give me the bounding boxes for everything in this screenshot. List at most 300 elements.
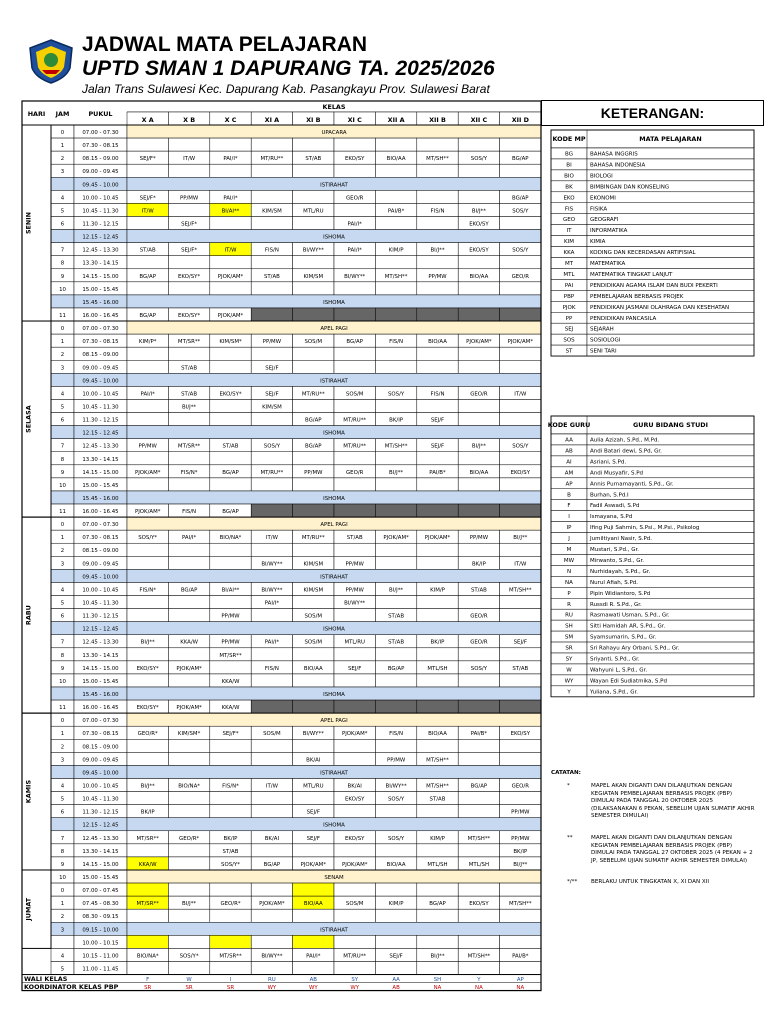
schedule-cell	[375, 360, 416, 373]
subject-code: SOS/Y	[512, 247, 529, 254]
note-marker: */**	[567, 879, 578, 886]
break-label: ISHOMA	[323, 299, 345, 306]
schedule-cell	[210, 256, 251, 269]
schedule-cell	[500, 883, 541, 896]
subject-code: ST/AB	[222, 443, 239, 450]
schedule-cell	[375, 164, 416, 177]
jam-number: 7	[60, 639, 65, 646]
subject-code: MT/SH**	[467, 953, 491, 960]
schedule-cell	[168, 961, 209, 974]
schedule-cell	[210, 661, 251, 674]
jam-number: 0	[60, 326, 65, 333]
schedule-cell	[417, 556, 458, 569]
schedule-cell	[251, 844, 292, 857]
subject-code: KIM/P	[388, 247, 404, 254]
teacher-legend-name: Asriani, S.Pd.	[590, 459, 627, 466]
subject-code: BIO/AA	[303, 901, 323, 908]
subject-code: BIO/AA	[303, 665, 323, 672]
subject-code: PAI/B*	[512, 953, 529, 960]
subject-code: SEJ/F	[430, 443, 445, 450]
schedule-cell	[293, 347, 334, 360]
time-range: 14.15 - 15.00	[82, 469, 119, 476]
schedule-cell	[127, 648, 168, 661]
subject-code: BIO/AA	[428, 731, 447, 738]
subject-code: MTL/RU	[303, 208, 324, 215]
schedule-cell	[375, 138, 416, 151]
day-label: JUMAT	[24, 897, 33, 921]
schedule-cell	[293, 844, 334, 857]
schedule-cell	[500, 399, 541, 412]
subject-legend-name-cell	[587, 236, 754, 247]
subject-code: PJOK/AM*	[466, 339, 492, 346]
time-range: 13.30 - 14.15	[82, 652, 119, 659]
subject-code: PJOK/AM*	[300, 861, 327, 868]
break-label: ISHOMA	[323, 822, 345, 829]
subject-code: KIM/SM	[303, 587, 324, 594]
schedule-cell	[458, 739, 499, 752]
subject-code: KIM/SM*	[177, 731, 201, 738]
teacher-legend-code: I	[568, 514, 570, 521]
schedule-cell	[500, 282, 541, 295]
koordinator-code: AB	[392, 985, 400, 992]
schedule-cell	[458, 190, 499, 203]
jam-cell	[51, 491, 74, 504]
time-range: 10.00 - 10.45	[82, 587, 119, 594]
subject-code: BI/AI**	[221, 208, 240, 215]
schedule-cell	[458, 648, 499, 661]
subject-code: BI/J**	[513, 535, 528, 542]
subject-code: BI/J**	[513, 861, 528, 868]
schedule-cell	[127, 596, 168, 609]
subject-legend-code: PP	[565, 315, 573, 322]
subject-code: SOS/M	[345, 391, 364, 398]
subject-code: PP/MW	[469, 535, 489, 542]
subject-code: FIS/N*	[180, 469, 198, 476]
subject-code: MT/SH**	[508, 587, 532, 594]
jam-number: 0	[60, 718, 65, 725]
subject-code: BI/WY**	[261, 561, 283, 568]
class-header: X A	[141, 116, 154, 124]
schedule-cell	[458, 413, 499, 426]
subject-code: BI/WY**	[344, 600, 366, 607]
subject-code: SEJ/F	[306, 809, 320, 816]
subject-code: SEJ/F	[265, 391, 279, 398]
subject-code: PAI/B*	[387, 208, 405, 215]
schedule-cell	[210, 909, 251, 922]
schedule-cell	[375, 478, 416, 491]
subject-code: BI/J**	[140, 783, 155, 790]
teacher-legend-code: F	[567, 503, 571, 510]
jam-cell	[51, 373, 74, 386]
subject-code: GEO/R	[470, 613, 488, 620]
schedule-cell	[168, 413, 209, 426]
schedule-cell	[210, 596, 251, 609]
break-label: ISHOMA	[323, 234, 345, 241]
jam-number: 5	[60, 208, 65, 215]
schedule-cell	[458, 347, 499, 360]
subject-code: SOS/Y*	[138, 535, 158, 542]
teacher-legend-name: Sitti Hamidah AR, S.Pd., Gr.	[590, 623, 666, 630]
schedule-cell	[334, 883, 375, 896]
schedule-cell	[458, 844, 499, 857]
schedule-cell	[500, 961, 541, 974]
schedule-cell	[127, 138, 168, 151]
wali-kelas-code: F	[146, 977, 150, 984]
note-text: MAPEL AKAN DIGANTI DAN DILANJUTKAN DENGAN KEGIATAN PEMBELAJARAN BERBASIS PROJEK (PBP) DIMULAI PADA TANGGAL 27 OKTOBER 2025 (4 PEKAN + 2 JP, SEBELUM UJIAN SUMATIF AKHIR SEMESTER DIMULAI)	[591, 834, 753, 864]
subject-code: SOS/M	[304, 639, 323, 646]
schedule-cell	[500, 596, 541, 609]
subject-code: BIO/NA*	[219, 535, 242, 542]
subject-code: MTL/RU	[303, 783, 324, 790]
schedule-cell	[458, 596, 499, 609]
time-range: 10.45 - 11.30	[82, 404, 119, 411]
time-range: 15.00 - 15.45	[82, 286, 119, 293]
schedule-cell	[500, 909, 541, 922]
subject-code: BI/J**	[430, 953, 445, 960]
schedule-cell	[251, 961, 292, 974]
time-range: 09.00 - 09.45	[82, 365, 119, 372]
subject-code: MT/SH**	[508, 901, 532, 908]
subject-code: MT/SH**	[384, 273, 408, 280]
subject-code: BG/AP	[512, 156, 529, 163]
teacher-legend-code: WY	[564, 678, 574, 685]
subject-code: IT/W	[141, 208, 154, 215]
koordinator-code: WY	[267, 985, 277, 992]
subject-legend-code: MT	[564, 261, 574, 267]
subject-code: BI/J**	[389, 587, 404, 594]
schedule-cell	[375, 308, 416, 321]
schedule-cell	[500, 452, 541, 465]
subject-legend-code: KIM	[564, 239, 574, 246]
subject-legend-code: SEJ	[564, 326, 574, 333]
teacher-legend-code: MW	[563, 557, 575, 564]
teacher-legend-name: Russdi R. S.Pd., Gr.	[590, 601, 642, 608]
time-range: 07.30 - 08.15	[82, 731, 119, 738]
time-range: 09.45 - 10.00	[82, 574, 119, 581]
jam-number: 0	[60, 130, 65, 136]
subject-code: PJOK/AM*	[217, 273, 244, 280]
schedule-cell	[458, 452, 499, 465]
teacher-legend-code: IP	[566, 525, 572, 532]
time-range: 07.30 - 08.15	[82, 339, 119, 346]
schedule-cell	[375, 935, 416, 948]
teacher-legend-name: Andi Batari dewi, S.Pd, Gr.	[590, 448, 662, 455]
subject-legend-name: PENDIDIKAN PANCASILA	[590, 315, 657, 322]
subject-code: GEO/R	[470, 391, 488, 398]
time-range: 07.45 - 08.30	[82, 901, 119, 908]
time-range: 15.00 - 15.45	[82, 678, 119, 685]
time-range: 12.15 - 12.45	[82, 234, 119, 241]
teacher-legend-code: J	[568, 536, 570, 543]
koordinator-code: SR	[185, 985, 193, 992]
schedule-cell	[293, 256, 334, 269]
subject-code: BK/AI	[306, 757, 321, 764]
jam-cell	[51, 177, 74, 190]
schedule-cell	[417, 674, 458, 687]
schedule-cell	[417, 256, 458, 269]
teacher-legend-name: Fadil Aswadi, S.Pd	[590, 503, 640, 510]
subject-code: BI/WY**	[302, 247, 324, 254]
subject-code: BIO/AA	[469, 273, 489, 280]
wali-kelas-code: AA	[392, 977, 400, 984]
subject-code: PJOK/AM*	[341, 861, 368, 868]
schedule-cell	[500, 413, 541, 426]
schedule-cell	[500, 347, 541, 360]
break-label: SENAM	[324, 874, 344, 881]
jam-number: 1	[60, 731, 65, 738]
schedule-cell	[168, 203, 209, 216]
subject-code: MT/RU**	[301, 391, 325, 398]
schedule-cell	[417, 504, 458, 517]
header-hari: HARI	[27, 110, 46, 118]
subject-legend-name: FISIKA	[590, 206, 608, 213]
schedule-cell	[168, 347, 209, 360]
teacher-legend-code: RU	[565, 612, 573, 619]
teacher-legend-name: Aulia Azizah, S.Pd., M.Pd.	[590, 437, 660, 444]
jam-number: 1	[60, 535, 65, 542]
schedule-cell	[375, 347, 416, 360]
jam-number: 4	[60, 391, 65, 398]
subject-code: PJOK/AM*	[383, 535, 409, 542]
header-pukul: PUKUL	[88, 110, 113, 118]
schedule-cell	[458, 308, 499, 321]
legend-title: KETERANGAN:	[541, 100, 764, 126]
break-label: ISTIRAHAT	[320, 182, 348, 189]
schedule-cell	[251, 347, 292, 360]
subject-code: FIS/N	[430, 391, 445, 398]
subject-code: BI/WY**	[385, 783, 407, 790]
subject-code: SEJ/F	[430, 417, 445, 424]
jam-number: 9	[60, 861, 65, 868]
schedule-cell	[127, 360, 168, 373]
subject-code: BK/IP	[471, 561, 486, 568]
teacher-legend-code: P	[567, 590, 571, 597]
schedule-cell	[417, 961, 458, 974]
schedule-cell	[500, 216, 541, 229]
schedule-cell	[293, 700, 334, 713]
schedule-cell	[168, 256, 209, 269]
note-marker: **	[567, 834, 573, 841]
jam-number: 4	[60, 953, 65, 960]
subject-code: EKO/SY	[344, 156, 365, 163]
subject-legend-name: BAHASA INGGRIS	[590, 151, 638, 158]
schedule-cell	[375, 216, 416, 229]
time-range: 08.15 - 09.00	[82, 548, 119, 555]
subject-code: PP/MW	[511, 835, 530, 842]
jam-number: 9	[60, 469, 65, 476]
subject-code: BG/AP	[139, 273, 156, 280]
time-range: 14.15 - 15.00	[82, 665, 119, 672]
jam-number: 10	[59, 286, 66, 293]
subject-code: MT/RU**	[260, 156, 284, 163]
subject-code: PJOK/AM*	[217, 312, 244, 319]
teacher-legend-name: Sriyanti, S.Pd., Gr.	[590, 656, 640, 663]
subject-code: BG/AP	[305, 443, 322, 450]
schedule-cell	[500, 752, 541, 765]
jam-number: 7	[60, 247, 65, 254]
subject-code: ST/AB	[222, 848, 239, 855]
schedule-cell	[168, 792, 209, 805]
schedule-cell	[251, 883, 292, 896]
subject-code: EKO/SY	[344, 835, 365, 842]
time-range: 10.00 - 10.45	[82, 783, 119, 790]
subject-legend-name: SOSIOLOGI	[590, 337, 621, 344]
break-label: UPACARA	[321, 130, 347, 136]
time-range: 10.45 - 11.30	[82, 208, 119, 215]
subject-code: FIS/N	[264, 247, 279, 254]
class-header: X C	[224, 116, 237, 124]
subject-code: PP/MW	[138, 443, 157, 450]
schedule-cell	[127, 347, 168, 360]
subject-code: PAI/I*	[140, 391, 155, 398]
subject-code: SEJ/F	[265, 365, 279, 372]
schedule-cell	[127, 543, 168, 556]
subject-code: BI/WY**	[302, 731, 324, 738]
subject-code: BK/AI	[347, 783, 362, 790]
schedule-cell	[293, 961, 334, 974]
subject-code: FIS/N	[389, 731, 404, 738]
time-range: 07.00 - 07.30	[82, 326, 119, 333]
subject-code: EKO/SY	[469, 901, 489, 908]
schedule-cell	[334, 203, 375, 216]
subject-code: MT/SH**	[384, 443, 408, 450]
jam-cell	[51, 295, 74, 308]
schedule-cell	[334, 648, 375, 661]
jam-number: 1	[60, 143, 65, 150]
schedule-cell	[375, 648, 416, 661]
time-range: 09.45 - 10.00	[82, 378, 119, 385]
wali-kelas-code: RU	[268, 977, 276, 984]
schedule-cell	[127, 909, 168, 922]
class-header: XII C	[470, 116, 488, 124]
teacher-legend-code: SR	[565, 645, 573, 652]
subject-code: GEO/R	[511, 273, 529, 280]
wali-kelas-code: AB	[309, 977, 317, 984]
subject-legend-name: KIMIA	[590, 239, 606, 246]
subject-code: MT/RU**	[301, 535, 325, 542]
schedule-cell	[375, 674, 416, 687]
teacher-legend-code: AB	[565, 448, 573, 455]
jam-number: 3	[60, 169, 65, 176]
subject-legend-code: FIS	[564, 206, 574, 213]
schedule-cell	[168, 739, 209, 752]
schedule-cell	[251, 452, 292, 465]
class-header: X B	[183, 116, 196, 124]
schedule-cell	[127, 216, 168, 229]
schedule-cell	[417, 164, 458, 177]
subject-code: MT/SH**	[467, 835, 491, 842]
schedule-cell	[251, 543, 292, 556]
schedule-cell	[293, 674, 334, 687]
jam-number: 6	[60, 417, 65, 424]
schedule-cell	[293, 883, 334, 896]
teacher-legend-name: Sri Rahayu Ary Orbani, S.Pd., Gr.	[590, 645, 680, 652]
schedule-cell	[375, 805, 416, 818]
subject-code: BIO/NA*	[178, 783, 200, 790]
jam-number: 8	[60, 848, 65, 855]
time-range: 12.45 - 13.30	[82, 835, 119, 842]
schedule-cell	[168, 883, 209, 896]
time-range: 10.00 - 10.45	[82, 391, 119, 398]
subject-code: BIO/AA	[386, 156, 406, 163]
schedule-cell	[251, 700, 292, 713]
schedule-cell	[417, 399, 458, 412]
time-range: 16.00 - 16.45	[82, 509, 119, 516]
time-range: 15.45 - 16.00	[82, 299, 119, 306]
subject-code: PP/MW	[345, 561, 364, 568]
time-range: 15.00 - 15.45	[82, 482, 119, 489]
schedule-cell	[210, 935, 251, 948]
schedule-cell	[168, 138, 209, 151]
schedule-cell	[210, 360, 251, 373]
jam-cell	[51, 818, 74, 831]
schedule-cell	[334, 935, 375, 948]
subject-code: PP/MW	[221, 639, 240, 646]
subject-code: SOS/M	[345, 901, 364, 908]
teacher-legend-name: Yuliana, S.Pd., Gr.	[590, 689, 639, 696]
subject-code: KIM/P	[430, 587, 445, 594]
subject-code: SEJ/F	[513, 639, 527, 646]
koordinator-code: NA	[475, 985, 483, 992]
subject-code: ST/AB	[263, 273, 280, 280]
time-range: 13.30 - 14.15	[82, 456, 119, 463]
teacher-legend-code: N	[566, 568, 572, 575]
time-range: 09.45 - 10.00	[82, 182, 119, 189]
class-header: XI C	[347, 116, 362, 124]
teacher-legend-name: Wayan Edi Sudiatmika, S.Pd	[590, 678, 667, 685]
subject-code: SOS/M	[304, 339, 323, 346]
time-range: 14.15 - 15.00	[82, 861, 119, 868]
time-range: 07.00 - 07.30	[82, 718, 119, 725]
schedule-cell	[251, 504, 292, 517]
jam-number: 8	[60, 260, 65, 267]
teacher-legend-name: Nurhidayah, S.Pd., Gr.	[590, 568, 651, 575]
schedule-cell	[334, 164, 375, 177]
time-range: 11.30 - 12.15	[82, 417, 119, 424]
subject-code: SEJ/F	[306, 835, 320, 842]
subject-code: BK/IP	[140, 809, 155, 816]
subject-code: PJOK/AM*	[134, 469, 161, 476]
jam-number: 2	[60, 548, 65, 555]
subject-code: BI/AI**	[221, 587, 240, 594]
subject-legend-name: BIMBINGAN DAN KONSELING	[590, 184, 670, 191]
schedule-cell	[293, 190, 334, 203]
jam-number: 3	[60, 927, 65, 934]
time-range: 10.00 - 10.45	[82, 195, 119, 202]
jam-number: 1	[60, 339, 65, 346]
teacher-legend-name: Ifing Puji Sahmin, S.Psi., M.Psi., Psikolog	[590, 525, 700, 532]
jam-number: 3	[60, 757, 65, 764]
subject-code: BG/AP	[222, 469, 239, 476]
schedule-cell	[334, 961, 375, 974]
day-label: SENIN	[24, 212, 33, 235]
schedule-cell	[251, 909, 292, 922]
subject-code: PJOK/AM*	[341, 731, 368, 738]
subject-code: KIM/P*	[138, 339, 157, 346]
schedule-cell	[500, 674, 541, 687]
subject-code: GEO/R*	[137, 731, 158, 738]
subject-code: IT/W	[514, 561, 527, 568]
subject-code: SOS/Y	[263, 443, 281, 450]
schedule-cell	[293, 216, 334, 229]
subject-code: BIO/AA	[428, 339, 447, 346]
jam-number: 10	[59, 874, 66, 881]
time-range: 10.45 - 11.30	[82, 600, 119, 607]
subject-code: KIM/SM	[262, 404, 282, 411]
schedule-cell	[334, 739, 375, 752]
schedule-cell	[293, 504, 334, 517]
jam-number: 5	[60, 966, 65, 973]
